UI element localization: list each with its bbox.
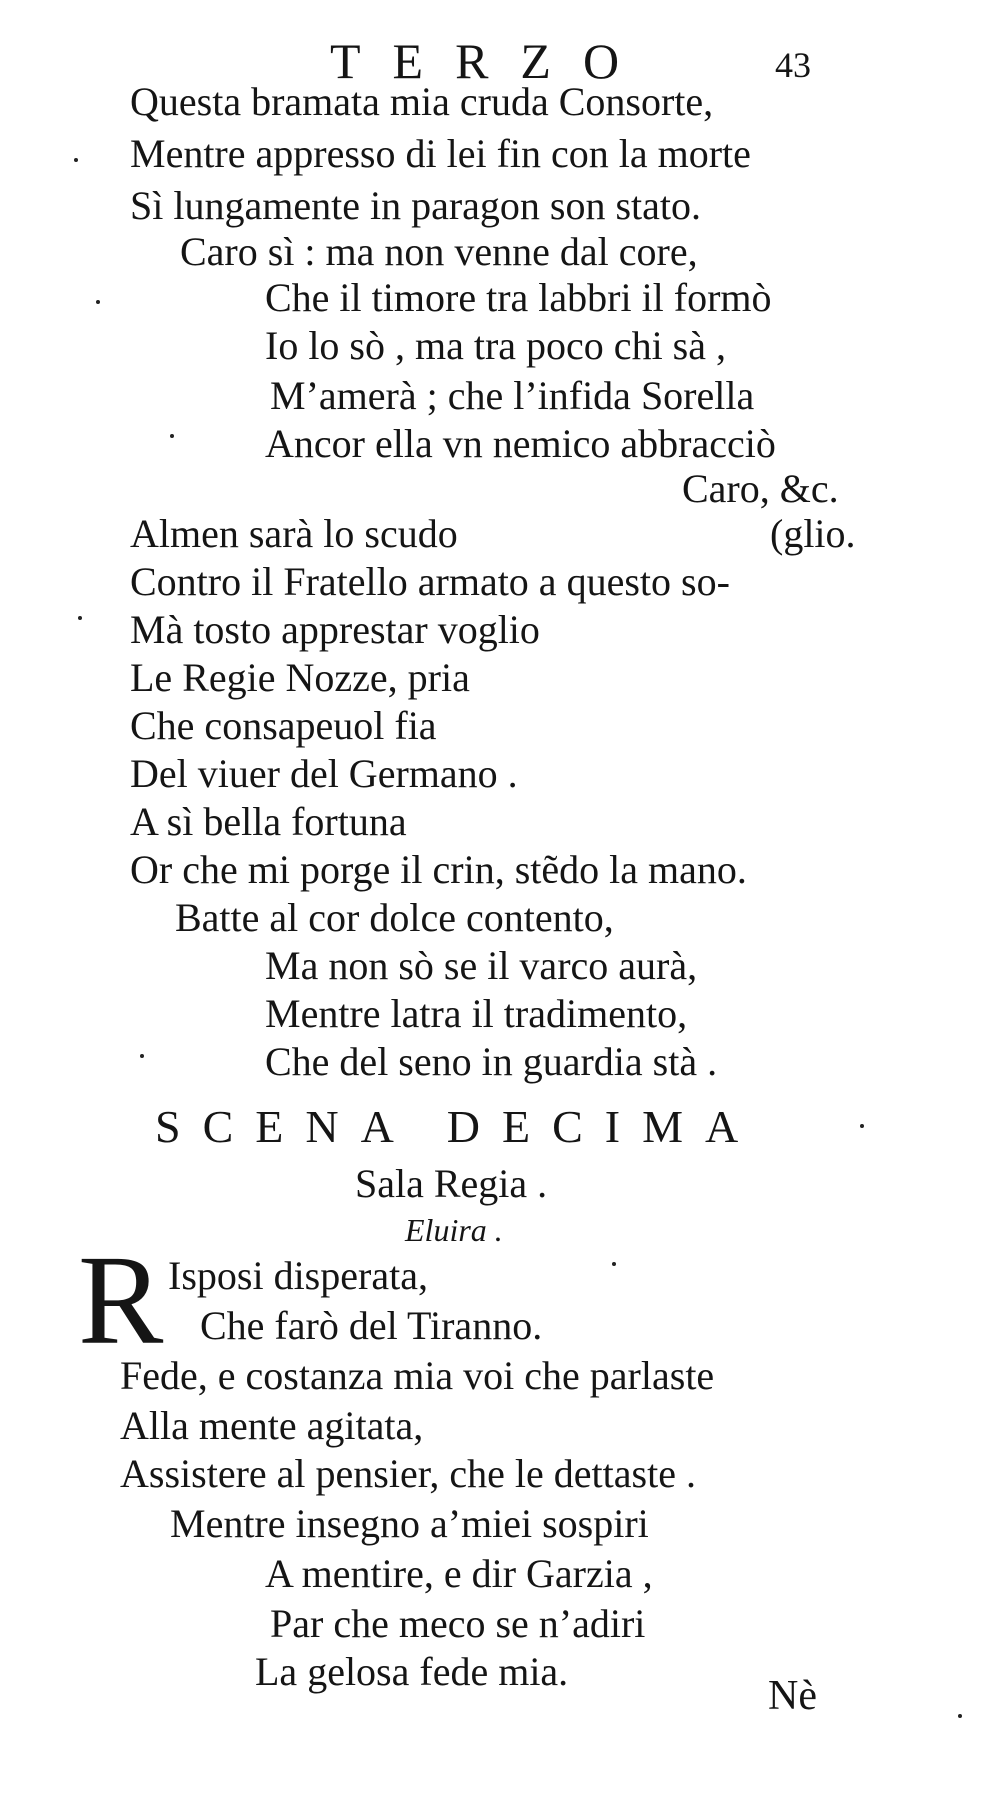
verse-line: Che il timore tra labbri il formò: [265, 275, 772, 320]
verse-line: Caro, &c.: [682, 466, 839, 511]
page-number: 43: [775, 45, 811, 85]
scene-line: Alla mente agitata,: [120, 1403, 424, 1448]
verse-line: Ma non sò se il varco aurà,: [265, 943, 698, 988]
verse-line: Almen sarà lo scudo: [130, 511, 458, 556]
verse-line: Questa bramata mia cruda Consorte,: [130, 79, 714, 124]
scene-line: Fede, e costanza mia voi che parlaste: [120, 1353, 715, 1398]
verse-line: M’amerà ; che l’infida Sorella: [270, 373, 755, 418]
verse-line: Mà tosto apprestar voglio: [130, 607, 540, 652]
ink-speck: [958, 1714, 962, 1718]
verse-line: Del viuer del Germano .: [130, 751, 518, 796]
drop-cap: R: [78, 1229, 164, 1371]
ink-speck: [612, 1262, 616, 1266]
verse-line: Mentre latra il tradimento,: [265, 991, 688, 1036]
scene-title: SCENA DECIMA: [155, 1101, 761, 1152]
speaker-name: Eluira .: [405, 1212, 503, 1248]
scene-line: A mentire, e dir Garzia ,: [265, 1551, 653, 1596]
scene-line: Che farò del Tiranno.: [200, 1303, 543, 1348]
scene-line: Assistere al pensier, che le dettaste .: [120, 1451, 696, 1496]
ink-speck: [78, 616, 82, 620]
running-title: TERZO: [330, 33, 652, 89]
scene-line: La gelosa fede mia.: [255, 1649, 569, 1694]
verse-line: Sì lungamente in paragon son stato.: [130, 183, 702, 228]
verse-line: Le Regie Nozze, pria: [130, 655, 470, 700]
verse-line: Caro sì : ma non venne dal core,: [180, 229, 698, 274]
scene-line: Isposi disperata,: [168, 1253, 428, 1298]
scene-line: Par che meco se n’adiri: [270, 1601, 646, 1646]
verse-line: Mentre appresso di lei fin con la morte: [130, 131, 751, 176]
verse-line: A sì bella fortuna: [130, 799, 407, 844]
verse-line: (glio.: [770, 511, 856, 556]
ink-speck: [74, 158, 78, 162]
ink-speck: [860, 1124, 864, 1128]
verse-line: Ancor ella vn nemico abbracciò: [265, 421, 776, 466]
verse-line: Or che mi porge il crin, stẽdo la mano.: [130, 847, 747, 892]
verse-line: Che consapeuol fia: [130, 703, 437, 748]
verse-line: Contro il Fratello armato a questo so-: [130, 559, 730, 604]
catchword: Nè: [768, 1673, 817, 1719]
verse-line: Batte al cor dolce contento,: [175, 895, 614, 940]
ink-speck: [140, 1054, 144, 1058]
ink-speck: [170, 434, 174, 438]
ink-speck: [96, 300, 100, 304]
verse-line: Io lo sò , ma tra poco chi sà ,: [265, 323, 726, 368]
verse-line: Che del seno in guardia stà .: [265, 1039, 718, 1084]
scene-place: Sala Regia .: [355, 1161, 548, 1206]
scene-line: Mentre insegno a’miei sospiri: [170, 1501, 649, 1546]
